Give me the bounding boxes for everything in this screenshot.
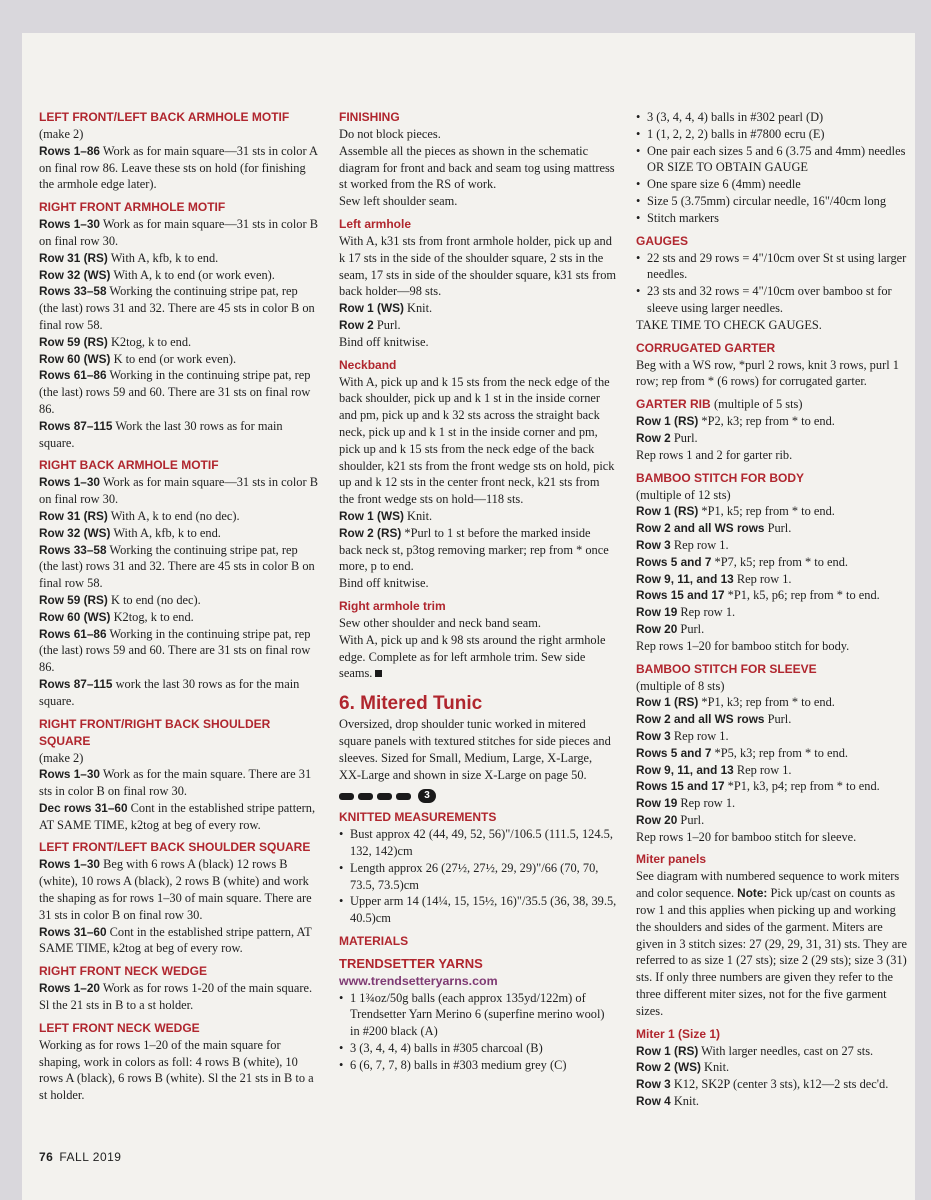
paragraph-text: Rep rows 1 and 2 for garter rib. (636, 447, 793, 462)
paragraph-text: Rep row 1. (680, 605, 736, 620)
bullet-list (636, 109, 911, 227)
instruction-paragraph (39, 592, 319, 609)
section-heading (636, 396, 911, 413)
paragraph-text: Purl. (376, 317, 401, 332)
row-label: Row 2 (RS) (339, 525, 402, 540)
paragraph-text: *Purl to 1 st before the marked inside back neck st, p3tog removing marker; rep from * once more, p to end. (339, 525, 609, 574)
instruction-paragraph (339, 716, 617, 783)
paragraph-text: With larger needles, cast on 27 sts. (701, 1043, 874, 1058)
row-label: Row 1 (RS) (636, 414, 699, 429)
skill-bar (377, 793, 392, 800)
row-label: Rows 1–30 (39, 475, 100, 490)
list-item (636, 250, 911, 284)
paragraph-text: Purl. (767, 521, 792, 536)
section-heading (39, 1020, 319, 1037)
paragraph-text: Working as for rows 1–20 of the main square for shaping, work in colors as foll: 4 rows B (white), 10 rows A (black), 6 rows B (white). Sl the 21 sts in B to a st holder. (39, 1037, 314, 1103)
paragraph-text: (multiple of 12 sts) (636, 487, 731, 502)
instruction-paragraph (636, 795, 911, 812)
heading-text: FINISHING (339, 110, 400, 124)
heading-text: Neckband (339, 357, 397, 372)
row-label: Row 19 (636, 605, 678, 620)
instruction-paragraph (39, 750, 319, 767)
instruction-paragraph (636, 745, 911, 762)
list-item-text: 6 (6, 7, 7, 8) balls in #303 medium grey (C) (350, 1057, 567, 1072)
instruction-paragraph (39, 525, 319, 542)
section-heading (339, 216, 617, 233)
list-item (636, 126, 911, 143)
section-heading (39, 457, 319, 474)
row-label: Rows 61–86 (39, 626, 107, 641)
paragraph-text: Bind off knitwise. (339, 334, 429, 349)
paragraph-text: Cont in the established stripe pattern, AT SAME TIME, k2tog at beg of every row. (39, 800, 316, 832)
skill-bar (358, 793, 373, 800)
column-1 (39, 109, 319, 1104)
issue-label: FALL 2019 (59, 1150, 122, 1164)
list-item-text: One spare size 6 (4mm) needle (647, 177, 801, 192)
instruction-paragraph (39, 283, 319, 333)
instruction-paragraph (39, 1037, 319, 1104)
instruction-paragraph (339, 233, 617, 300)
paragraph-text: Working in the continuing stripe pat, rep (the last) rows 59 and 60. There are 31 sts on final row 86. (39, 368, 311, 416)
skill-level-badge: 3 (418, 789, 436, 803)
paragraph-text: With A, pick up and k 98 sts around the right armhole edge. Complete as for left armhole trim. Sew side seams. (339, 632, 606, 681)
heading-text: GAUGES (636, 233, 689, 248)
instruction-paragraph (339, 374, 617, 508)
section-heading (636, 1026, 911, 1043)
instruction-paragraph (636, 413, 911, 430)
row-label: Rows 5 and 7 (636, 745, 712, 760)
paragraph-text: Purl. (767, 712, 792, 727)
row-label: Dec rows 31–60 (39, 800, 128, 815)
paragraph-text: With A, k31 sts from front armhole holder, pick up and k 17 sts in the side of the shoulder square, 2 sts in the seam, 17 sts in side of the shoulder square, k31 sts from back holder—98 sts. (339, 233, 617, 299)
list-item (339, 990, 617, 1040)
paragraph-text: Rep row 1. (736, 762, 792, 777)
list-item-text: One pair each sizes 5 and 6 (3.75 and 4mm) needles OR SIZE TO OBTAIN GAUGE (647, 143, 906, 175)
brand-url (339, 973, 617, 990)
instruction-paragraph (339, 126, 617, 143)
paragraph-text: Do not block pieces. (339, 127, 441, 141)
instruction-paragraph (339, 143, 617, 193)
paragraph-text: (make 2) (39, 750, 84, 765)
heading-note: (multiple of 5 sts) (714, 397, 803, 412)
paragraph-text: Work the last 30 rows as for main square. (39, 418, 283, 450)
heading-text: KNITTED MEASUREMENTS (339, 810, 497, 825)
instruction-paragraph (636, 728, 911, 745)
instruction-paragraph (39, 267, 319, 284)
instruction-paragraph (636, 1076, 911, 1093)
list-item-text: 3 (3, 4, 4, 4) balls in #302 pearl (D) (647, 110, 824, 124)
row-label: Row 59 (RS) (39, 334, 108, 349)
instruction-paragraph (39, 351, 319, 368)
list-item-text: 23 sts and 32 rows = 4"/10cm over bamboo st for sleeve using larger needles. (647, 284, 892, 315)
instruction-paragraph (39, 418, 319, 452)
heading-text: Miter panels (636, 852, 707, 867)
instruction-paragraph (39, 143, 319, 193)
instruction-paragraph (636, 621, 911, 638)
end-mark-icon (375, 670, 382, 677)
instruction-paragraph (636, 778, 911, 795)
paragraph-text: With A, k to end (no dec). (110, 508, 240, 523)
row-label: Row 31 (RS) (39, 250, 108, 265)
instruction-paragraph (636, 571, 911, 588)
row-label: Rows 33–58 (39, 284, 107, 299)
instruction-paragraph (636, 520, 911, 537)
section-heading (339, 933, 617, 950)
heading-text: RIGHT FRONT NECK WEDGE (39, 964, 207, 979)
row-label: Row 1 (RS) (636, 695, 699, 710)
paragraph-text: K to end (or work even). (113, 351, 237, 366)
instruction-paragraph (339, 615, 617, 632)
heading-text: CORRUGATED GARTER (636, 340, 776, 355)
magazine-page (22, 33, 915, 1200)
list-item-text: 22 sts and 29 rows = 4"/10cm over St st using larger needles. (647, 250, 907, 282)
heading-text: RIGHT FRONT/RIGHT BACK SHOULDER SQUARE (39, 716, 271, 748)
instruction-paragraph (636, 537, 911, 554)
pattern-title (339, 692, 617, 716)
paragraph-text: Rep rows 1–20 for bamboo stitch for body. (636, 638, 850, 653)
row-label: Row 3 (636, 537, 671, 552)
note-text: Pick up/cast on counts as row 1 and this applies when picking up and working the shoulders and sides of the garment. Miters are given in 3 stitch sizes: 27 (29, 29, 31, 31) sts. They are referred to as size 1 (27 sts); size 2 (29 sts); size 3 (31) sts. If only three numbers are given they refer to the three different miter sizes, not for the five garment sizes. (636, 886, 907, 1018)
instruction-paragraph (636, 1059, 911, 1076)
paragraph-text: Working in the continuing stripe pat, rep (the last) rows 59 and 60. There are 31 sts on final row 86. (39, 626, 311, 675)
instruction-paragraph (339, 508, 617, 525)
instruction-paragraph (636, 1093, 911, 1110)
heading-text: LEFT FRONT/LEFT BACK SHOULDER SQUARE (39, 840, 311, 855)
row-label: Row 3 (636, 1077, 671, 1092)
paragraph-text: Beg with 6 rows A (black) 12 rows B (white), 10 rows A (black), 2 rows B (white) and work the shaping as for rows 1–30 of main square. There are 31 sts in color B on final row 30. (39, 857, 312, 922)
row-label: Rows 1–30 (39, 857, 100, 872)
paragraph-text: Oversized, drop shoulder tunic worked in mitered square panels with textured stitches for side pieces and sleeves. Sized for Small, Medium, Large, X-Large, XX-Large and shown in size X-Large on page 50. (339, 717, 611, 782)
row-label: Row 3 (636, 728, 671, 743)
instruction-paragraph (39, 766, 319, 800)
note-label: Note: (737, 886, 768, 901)
row-label: Row 4 (636, 1094, 671, 1109)
paragraph-text: *P5, k3; rep from * to end. (714, 745, 849, 760)
bullet-list (339, 826, 617, 927)
list-item-text: Stitch markers (647, 210, 719, 225)
instruction-paragraph (39, 474, 319, 508)
list-item (339, 1040, 617, 1057)
paragraph-text: With A, kfb, k to end. (110, 250, 219, 265)
row-label: Row 59 (RS) (39, 592, 108, 607)
heading-text: BAMBOO STITCH FOR SLEEVE (636, 661, 817, 676)
list-item (636, 193, 911, 210)
row-label: Row 2 (WS) (636, 1060, 701, 1075)
yarn-brand (339, 956, 617, 973)
paragraph-text: Purl. (673, 430, 698, 445)
row-label: Row 2 and all WS rows (636, 712, 765, 727)
instruction-paragraph (636, 638, 911, 655)
instruction-paragraph (39, 676, 319, 710)
list-item-text: 3 (3, 4, 4, 4) balls in #305 charcoal (B) (350, 1041, 543, 1056)
section-heading (339, 109, 617, 126)
row-label: Rows 5 and 7 (636, 554, 712, 569)
row-label: Rows 31–60 (39, 924, 107, 939)
instruction-paragraph (39, 367, 319, 417)
paragraph-text: Knit. (704, 1060, 730, 1075)
instruction-paragraph (636, 762, 911, 779)
instruction-paragraph (39, 508, 319, 525)
section-heading (339, 357, 617, 374)
instruction-paragraph (39, 980, 319, 1014)
row-label: Rows 61–86 (39, 368, 107, 383)
list-item (636, 176, 911, 193)
paragraph-text: Sew left shoulder seam. (339, 194, 458, 209)
instruction-paragraph (636, 587, 911, 604)
instruction-paragraph (339, 300, 617, 317)
row-label: Row 60 (WS) (39, 609, 111, 624)
list-item-text: Length approx 26 (27½, 27½, 29, 29)"/66 (70, 70, 73.5, 73.5)cm (350, 860, 599, 892)
row-label: Row 19 (636, 796, 678, 811)
row-label: Row 20 (636, 812, 678, 827)
instruction-paragraph (636, 554, 911, 571)
heading-text: GARTER RIB (636, 397, 711, 412)
section-heading (339, 809, 617, 826)
instruction-paragraph (39, 924, 319, 958)
instruction-paragraph (39, 626, 319, 676)
paragraph-text: K12, SK2P (center 3 sts), k12—2 sts dec'd. (673, 1077, 889, 1092)
instruction-paragraph (39, 609, 319, 626)
row-label: Row 32 (WS) (39, 267, 111, 282)
row-label: Row 1 (WS) (339, 301, 404, 316)
paragraph-text: Beg with a WS row, *purl 2 rows, knit 3 rows, purl 1 row; rep from * (6 rows) for corrugated garter. (636, 357, 899, 389)
page-folio (39, 1150, 121, 1164)
instruction-paragraph (636, 604, 911, 621)
row-label: Rows 87–115 (39, 418, 113, 433)
paragraph-text: Work as for rows 1-20 of the main square. Sl the 21 sts in B to a st holder. (39, 981, 313, 1013)
instruction-paragraph (39, 856, 319, 923)
instruction-paragraph (636, 503, 911, 520)
row-label: Row 32 (WS) (39, 525, 111, 540)
row-label: Row 60 (WS) (39, 351, 111, 366)
list-item-text: 1 1¾oz/50g balls (each approx 135yd/122m) of Trendsetter Yarn Merino 6 (superfine merino wool) in #200 black (A) (350, 990, 605, 1039)
list-item-text: Size 5 (3.75mm) circular needle, 16"/40cm long (647, 193, 887, 208)
instruction-paragraph (636, 694, 911, 711)
paragraph-text: Work as for main square—31 sts in color B on final row 30. (39, 217, 318, 248)
instruction-paragraph (39, 216, 319, 250)
bullet-list (636, 250, 911, 317)
row-label: Rows 33–58 (39, 542, 107, 557)
paragraph-text: Work as for main square—31 sts in color B on final row 30. (39, 475, 318, 507)
paragraph-text: (make 2) (39, 127, 84, 141)
heading-text: RIGHT BACK ARMHOLE MOTIF (39, 458, 219, 473)
paragraph-text: TAKE TIME TO CHECK GAUGES. (636, 317, 822, 332)
section-heading (39, 716, 319, 750)
list-item (636, 109, 911, 126)
list-item (636, 210, 911, 227)
row-label: Rows 1–20 (39, 981, 100, 996)
instruction-paragraph (39, 250, 319, 267)
column-2 (339, 109, 617, 1074)
brand-text: TRENDSETTER YARNS (339, 956, 483, 972)
paragraph-text: K2tog, k to end. (113, 609, 194, 624)
skill-bar (339, 793, 354, 800)
instruction-paragraph (636, 1043, 911, 1060)
paragraph-text: See diagram with numbered sequence to work miters and color sequence. (636, 869, 900, 901)
row-label: Row 2 (636, 430, 671, 445)
instruction-paragraph (339, 525, 617, 575)
bullet-list (339, 990, 617, 1074)
row-label: Rows 15 and 17 (636, 588, 725, 603)
list-item-text: Bust approx 42 (44, 49, 52, 56)"/106.5 (111.5, 124.5, 132, 142)cm (350, 827, 613, 859)
instruction-paragraph (636, 812, 911, 829)
list-item (339, 860, 617, 894)
paragraph-text: Working the continuing stripe pat, rep (the last) rows 31 and 32. There are 45 sts in color B on final row 58. (39, 542, 315, 591)
paragraph-text: Bind off knitwise. (339, 576, 429, 591)
instruction-paragraph (339, 632, 617, 682)
instruction-paragraph (339, 334, 617, 351)
paragraph-text: *P1, k3; rep from * to end. (701, 695, 835, 710)
paragraph-text: K to end (no dec). (110, 592, 201, 607)
row-label: Rows 87–115 (39, 676, 113, 691)
paragraph-text: K2tog, k to end. (110, 334, 192, 349)
instruction-paragraph (636, 487, 911, 504)
heading-text: MATERIALS (339, 934, 409, 949)
row-label: Row 2 and all WS rows (636, 521, 765, 536)
instruction-paragraph (636, 678, 911, 695)
paragraph-text: Purl. (680, 812, 705, 827)
paragraph-text: *P7, k5; rep from * to end. (714, 554, 849, 569)
row-label: Rows 1–30 (39, 767, 100, 782)
paragraph-text: work the last 30 rows as for the main square. (39, 676, 300, 708)
paragraph-text: Knit. (407, 301, 433, 316)
heading-text: Miter 1 (Size 1) (636, 1026, 721, 1041)
paragraph-text: With A, pick up and k 15 sts from the neck edge of the back shoulder, pick up and k 1 st in the inside corner and pm, pick up and k 32 sts across the straight back neck, pick up and k 1 st in the inside corner and pm, pick up and k 15 sts from the neck edge of the back shoulder, k21 sts from the front wedge sts on hold, pick up and k 12 sts in the center front neck, k21 sts from the front wedge sts on hold—118 sts. (339, 374, 615, 507)
paragraph-text: Purl. (680, 621, 705, 636)
section-heading (39, 963, 319, 980)
instruction-paragraph (636, 711, 911, 728)
paragraph-text: Knit. (407, 508, 433, 523)
row-label: Rows 1–86 (39, 143, 100, 158)
pattern-title-text: 6. Mitered Tunic (339, 693, 483, 715)
list-item-text: 1 (1, 2, 2, 2) balls in #7800 ecru (E) (647, 126, 825, 141)
paragraph-text: Rep rows 1–20 for bamboo stitch for sleeve. (636, 829, 857, 844)
row-label: Row 2 (339, 317, 374, 332)
heading-text: LEFT FRONT/LEFT BACK ARMHOLE MOTIF (39, 110, 290, 124)
paragraph-text: With A, kfb, k to end. (113, 525, 221, 540)
instruction-paragraph (339, 193, 617, 210)
url-text: www.trendsetteryarns.com (339, 973, 498, 988)
heading-text: RIGHT FRONT ARMHOLE MOTIF (39, 200, 226, 215)
heading-text: LEFT FRONT NECK WEDGE (39, 1020, 200, 1035)
paragraph-text: Sew other shoulder and neck band seam. (339, 615, 541, 630)
row-label: Row 1 (RS) (636, 504, 699, 519)
section-heading (636, 233, 911, 250)
instruction-paragraph (339, 575, 617, 592)
instruction-paragraph (636, 829, 911, 846)
paragraph-text: Knit. (673, 1094, 699, 1109)
heading-text: BAMBOO STITCH FOR BODY (636, 470, 804, 485)
paragraph-text: Rep row 1. (680, 796, 736, 811)
paragraph-text: Working the continuing stripe pat, rep (the last) rows 31 and 32. There are 45 sts in color B on final row 58. (39, 284, 315, 332)
section-heading (636, 470, 911, 487)
row-label: Rows 1–30 (39, 217, 100, 232)
paragraph-text: Cont in the established stripe pattern, AT SAME TIME, k2tog at beg of every row. (39, 924, 312, 956)
section-heading (636, 851, 911, 868)
paragraph-text: Rep row 1. (736, 571, 792, 586)
row-label: Row 9, 11, and 13 (636, 571, 734, 586)
skill-level-indicator (339, 789, 617, 803)
instruction-paragraph (636, 868, 911, 1019)
paragraph-text: Work as for the main square. There are 31 sts in color B on final row 30. (39, 767, 312, 799)
instruction-paragraph (636, 317, 911, 334)
row-label: Row 9, 11, and 13 (636, 762, 734, 777)
list-item (339, 893, 617, 927)
instruction-paragraph (636, 430, 911, 447)
list-item (636, 283, 911, 317)
paragraph-text: Rep row 1. (673, 537, 729, 552)
section-heading (636, 661, 911, 678)
paragraph-text: (multiple of 8 sts) (636, 678, 725, 693)
row-label: Rows 15 and 17 (636, 779, 725, 794)
row-label: Row 1 (WS) (339, 508, 404, 523)
instruction-paragraph (39, 542, 319, 592)
list-item (636, 143, 911, 177)
row-label: Row 1 (RS) (636, 1043, 699, 1058)
paragraph-text: *P1, k5; rep from * to end. (701, 504, 835, 519)
section-heading (39, 839, 319, 856)
section-heading (339, 598, 617, 615)
section-heading (636, 340, 911, 357)
list-item (339, 1057, 617, 1074)
column-3 (636, 109, 911, 1110)
paragraph-text: *P1, k3, p4; rep from * to end. (727, 779, 880, 794)
skill-bar (396, 793, 411, 800)
row-label: Row 31 (RS) (39, 508, 108, 523)
instruction-paragraph (39, 800, 319, 834)
row-label: Row 20 (636, 621, 678, 636)
paragraph-text: *P1, k5, p6; rep from * to end. (727, 588, 880, 603)
heading-text: Left armhole (339, 216, 412, 231)
instruction-paragraph (39, 126, 319, 143)
paragraph-text: Assemble all the pieces as shown in the schematic diagram for front and back and seam tog using mattress st worked from the RS of work. (339, 143, 615, 192)
page-number: 76 (39, 1150, 54, 1164)
paragraph-text: Work as for main square—31 sts in color A on final row 86. Leave these sts on hold (for finishing the armhole edge later). (39, 143, 318, 192)
instruction-paragraph (636, 447, 911, 464)
heading-text: Right armhole trim (339, 598, 446, 613)
instruction-paragraph (636, 357, 911, 391)
instruction-paragraph (339, 317, 617, 334)
paragraph-text: With A, k to end (or work even). (113, 267, 275, 282)
paragraph-text: Rep row 1. (673, 728, 729, 743)
list-item (339, 826, 617, 860)
instruction-paragraph (39, 334, 319, 351)
list-item-text: Upper arm 14 (14¼, 15, 15½, 16)"/35.5 (36, 38, 39.5, 40.5)cm (350, 894, 617, 926)
section-heading (39, 199, 319, 216)
paragraph-text: *P2, k3; rep from * to end. (701, 414, 835, 429)
section-heading (39, 109, 319, 126)
